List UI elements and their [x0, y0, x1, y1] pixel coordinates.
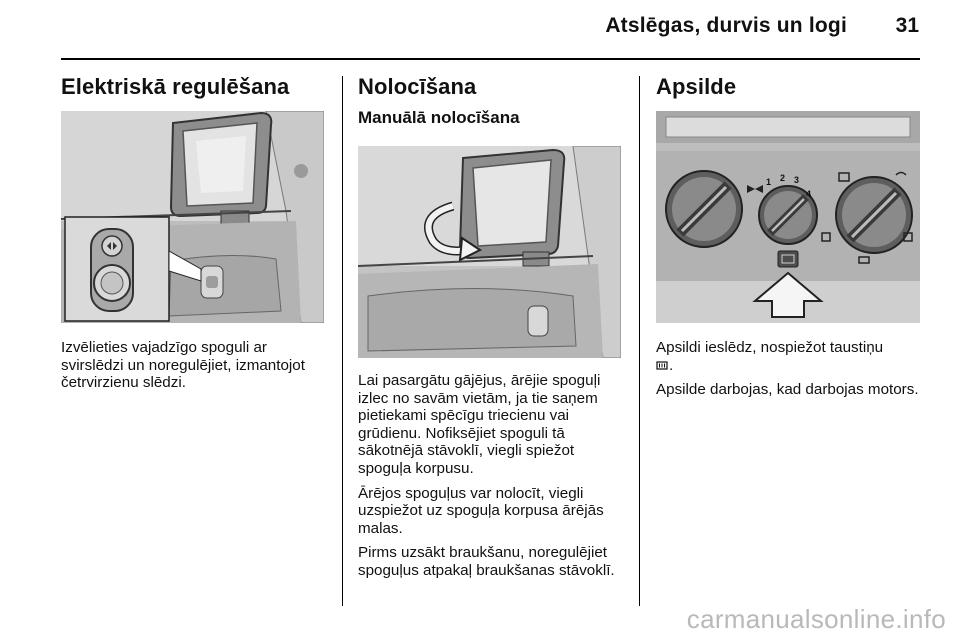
col3-paragraph-2: Apsilde darbojas, kad darbojas motors.: [656, 381, 919, 399]
fan-speed-2: 2: [780, 173, 786, 183]
col2-paragraph-2: Ārējos spoguļus var nolocīt, viegli uzspiežot uz spoguļa korpusa ārējās malas.: [358, 484, 604, 537]
fan-speed-4: 4: [806, 189, 812, 199]
fan-speed-1: 1: [766, 177, 772, 187]
figure-manual-folding: [358, 146, 621, 358]
col1-text: [61, 339, 333, 399]
page-number: 31: [895, 14, 919, 37]
col3-paragraph-1-end: .: [669, 356, 674, 374]
rear-window-defrost-icon: [656, 360, 668, 372]
heating-controls-illustration: [656, 111, 920, 323]
column-electric-adjustment: [61, 74, 289, 100]
column-heating: [656, 74, 736, 100]
column-folding: [358, 74, 520, 128]
section-title: Atslēgas, durvis un logi: [605, 14, 847, 37]
fan-speed-3: 3: [794, 175, 800, 185]
subheading-manual-folding: Manuālā nolocīšana: [358, 108, 520, 127]
heading-electric-adjustment: Elektriskā regulēšana: [61, 74, 290, 99]
heading-heating: Apsilde: [656, 74, 737, 99]
column-divider-1: [342, 76, 343, 606]
mirror-switch-illustration: [61, 111, 324, 323]
col1-paragraph: Izvēlieties vajadzīgo spoguli ar svirslēdzi un noregulējiet, izmantojot četrvirzienu slēdzi.: [61, 339, 305, 392]
figure-heating-controls: [656, 111, 920, 323]
col3-paragraph-1: [656, 339, 928, 374]
col2-paragraph-3: Pirms uzsākt braukšanu, noregulējiet spoguļus atpakaļ braukšanas stāvoklī.: [358, 544, 615, 579]
col3-paragraph-1-text: Apsildi ieslēdz, nospiežot taustiņu: [656, 339, 884, 356]
column-divider-2: [639, 76, 640, 606]
watermark: carmanualsonline.info: [686, 604, 946, 634]
col2-paragraph-1: Lai pasargātu gājējus, ārējie spoguļi izlec no savām vietām, ja tie saņem pietiekami spēcīgu triecienu vai grūdienu. Nofiksējiet spoguli tā sākotnējā stāvoklī, viegli spiežot spoguļa korpusu.: [358, 372, 601, 477]
heading-folding: Nolocīšana: [358, 74, 477, 99]
figure-mirror-switch: [61, 111, 324, 323]
col2-text: [358, 372, 630, 587]
mirror-folding-illustration: [358, 146, 621, 358]
col3-text: [656, 339, 928, 406]
header-rule: [61, 58, 920, 60]
